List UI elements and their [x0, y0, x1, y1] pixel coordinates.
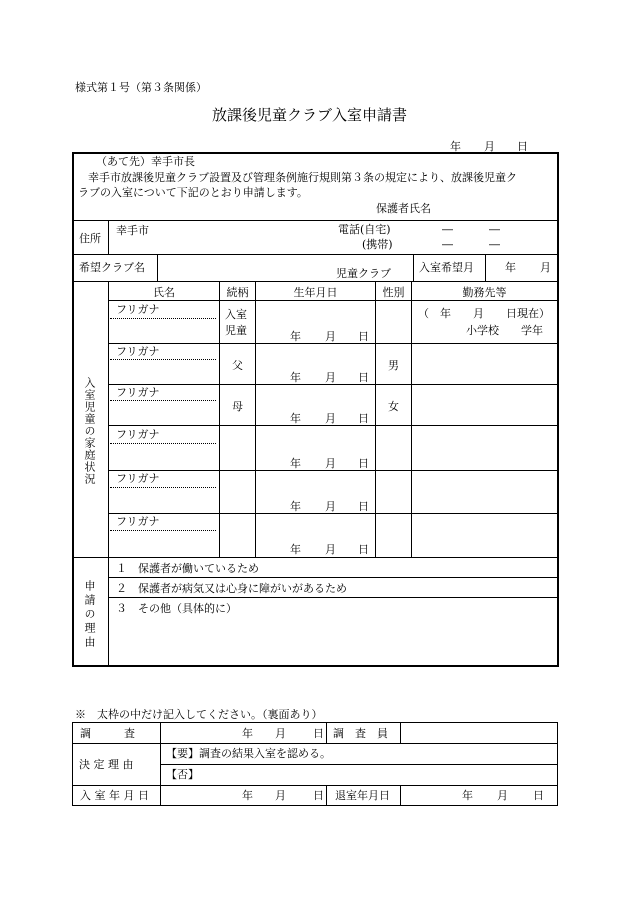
phone-mobile-field[interactable] [410, 237, 550, 251]
child-name-field[interactable] [110, 320, 217, 342]
entry-date-label: 入 室 年 月 日 [80, 789, 149, 802]
birth-month: 月 [325, 457, 336, 470]
header-workplace: 勤務先等 [462, 286, 507, 299]
surveyor-label: 調 査 員 [333, 727, 388, 740]
entry-month: 月 [275, 789, 286, 802]
date-month: 月 [484, 140, 495, 153]
birth-day: 日 [358, 412, 369, 425]
application-statement-line1: 幸手市放課後児童クラブ設置及び管理条例施行規則第３条の規定により、放課後児童ク [88, 171, 517, 184]
page-title: 放課後児童クラブ入室申請書 [212, 106, 408, 124]
furigana-label: フリガナ [116, 515, 160, 528]
club-label: 希望クラブ名 [79, 261, 145, 274]
furigana-label: フリガナ [116, 386, 160, 399]
entry-month-year: 年 [505, 261, 516, 274]
birth-month: 月 [325, 412, 336, 425]
birth-year: 年 [290, 371, 301, 384]
mother-birthdate-field[interactable] [257, 386, 373, 424]
header-sex: 性別 [382, 286, 405, 299]
furigana-label: フリガナ [116, 472, 160, 485]
decision-approve[interactable]: 【要】調査の結果入室を認める。 [166, 747, 331, 760]
header-birthdate: 生年月日 [293, 286, 338, 299]
school-grade-line: 小学校 学年 [466, 324, 543, 337]
birth-day: 日 [358, 543, 369, 556]
relation-father: 父 [232, 359, 243, 372]
school-date-line: （ 年 月 日現在） [418, 307, 550, 320]
phone-mobile-dash-1: ― [442, 238, 453, 251]
relation-mother: 母 [232, 400, 243, 413]
entry-month-month: 月 [540, 261, 551, 274]
address-label: 住所 [79, 232, 101, 245]
survey-label: 調 査 [80, 727, 135, 740]
header-relation: 続柄 [226, 286, 249, 299]
phone-home-field[interactable] [410, 222, 550, 236]
phone-mobile-label: (携帯) [362, 238, 393, 251]
phone-home-dash-1: ― [442, 223, 453, 236]
furigana-label: フリガナ [116, 345, 160, 358]
birth-year: 年 [290, 457, 301, 470]
phone-mobile-dash-2: ― [489, 238, 500, 251]
sex-male: 男 [388, 359, 399, 372]
address-prefix: 幸手市 [116, 224, 149, 237]
reason-section-label: 申請の理由 [83, 580, 96, 650]
club-suffix: 児童クラブ [336, 267, 391, 280]
child-sex-field[interactable] [377, 302, 409, 342]
survey-month: 月 [275, 727, 286, 740]
mother-name-field[interactable] [110, 402, 217, 424]
family-member-name-field[interactable] [110, 489, 217, 511]
decision-reason-label: 決 定 理 由 [79, 758, 134, 771]
address-field[interactable] [150, 222, 330, 252]
father-birthdate-field[interactable] [257, 345, 373, 383]
guardian-name-label: 保護者氏名 [376, 202, 431, 215]
reason-option-1[interactable]: １ 保護者が働いているため [116, 562, 259, 575]
exit-year: 年 [462, 789, 473, 802]
family-member-name-field[interactable] [110, 445, 217, 467]
school-field[interactable] [413, 302, 555, 342]
father-workplace-field[interactable] [413, 345, 555, 383]
birth-day: 日 [358, 330, 369, 343]
header-name: 氏名 [153, 286, 175, 299]
decision-reject[interactable]: 【否】 [166, 768, 199, 781]
entry-month-field[interactable] [487, 256, 555, 279]
guardian-name-field[interactable] [440, 198, 552, 218]
form-number: 様式第１号（第３条関係） [75, 81, 207, 94]
furigana-label: フリガナ [116, 303, 160, 316]
date-day: 日 [517, 140, 528, 153]
birth-year: 年 [290, 412, 301, 425]
phone-home-dash-2: ― [489, 223, 500, 236]
family-section-label: 入室児童の家庭状況 [83, 377, 96, 485]
father-name-field[interactable] [110, 361, 217, 383]
birth-month: 月 [325, 371, 336, 384]
entry-year: 年 [242, 789, 253, 802]
birth-year: 年 [290, 500, 301, 513]
survey-day: 日 [313, 727, 324, 740]
birth-month: 月 [325, 543, 336, 556]
entry-month-label: 入室希望月 [419, 261, 474, 274]
birth-day: 日 [358, 457, 369, 470]
relation-child-line2: 児童 [225, 324, 247, 337]
relation-child-line1: 入室 [225, 308, 247, 321]
exit-month: 月 [497, 789, 508, 802]
date-year: 年 [450, 140, 461, 153]
birth-day: 日 [358, 371, 369, 384]
addressee: （あて先）幸手市長 [96, 155, 195, 168]
mother-workplace-field[interactable] [413, 386, 555, 424]
entry-day: 日 [313, 789, 324, 802]
surveyor-field[interactable] [402, 724, 555, 742]
birth-year: 年 [290, 543, 301, 556]
birth-month: 月 [325, 330, 336, 343]
phone-home-label: 電話(自宅) [338, 223, 391, 236]
reason-option-3[interactable]: ３ その他（具体的に） [116, 602, 237, 615]
furigana-label: フリガナ [116, 428, 160, 441]
club-name-field[interactable] [160, 256, 330, 279]
reason-option-2[interactable]: ２ 保護者が病気又は心身に障がいがあるため [116, 582, 347, 595]
exit-day: 日 [533, 789, 544, 802]
child-birthdate-field[interactable] [257, 302, 373, 342]
survey-year: 年 [242, 727, 253, 740]
family-member-name-field[interactable] [110, 532, 217, 554]
exit-date-label: 退室年月日 [335, 789, 390, 802]
birth-month: 月 [325, 500, 336, 513]
sex-female: 女 [388, 400, 399, 413]
birth-year: 年 [290, 330, 301, 343]
note-text: ※ 太枠の中だけ記入してください。（裏面あり） [75, 708, 323, 721]
application-statement-line2: ラブの入室について下記のとおり申請します。 [78, 186, 308, 199]
birth-day: 日 [358, 500, 369, 513]
reason-other-field[interactable] [110, 618, 555, 663]
